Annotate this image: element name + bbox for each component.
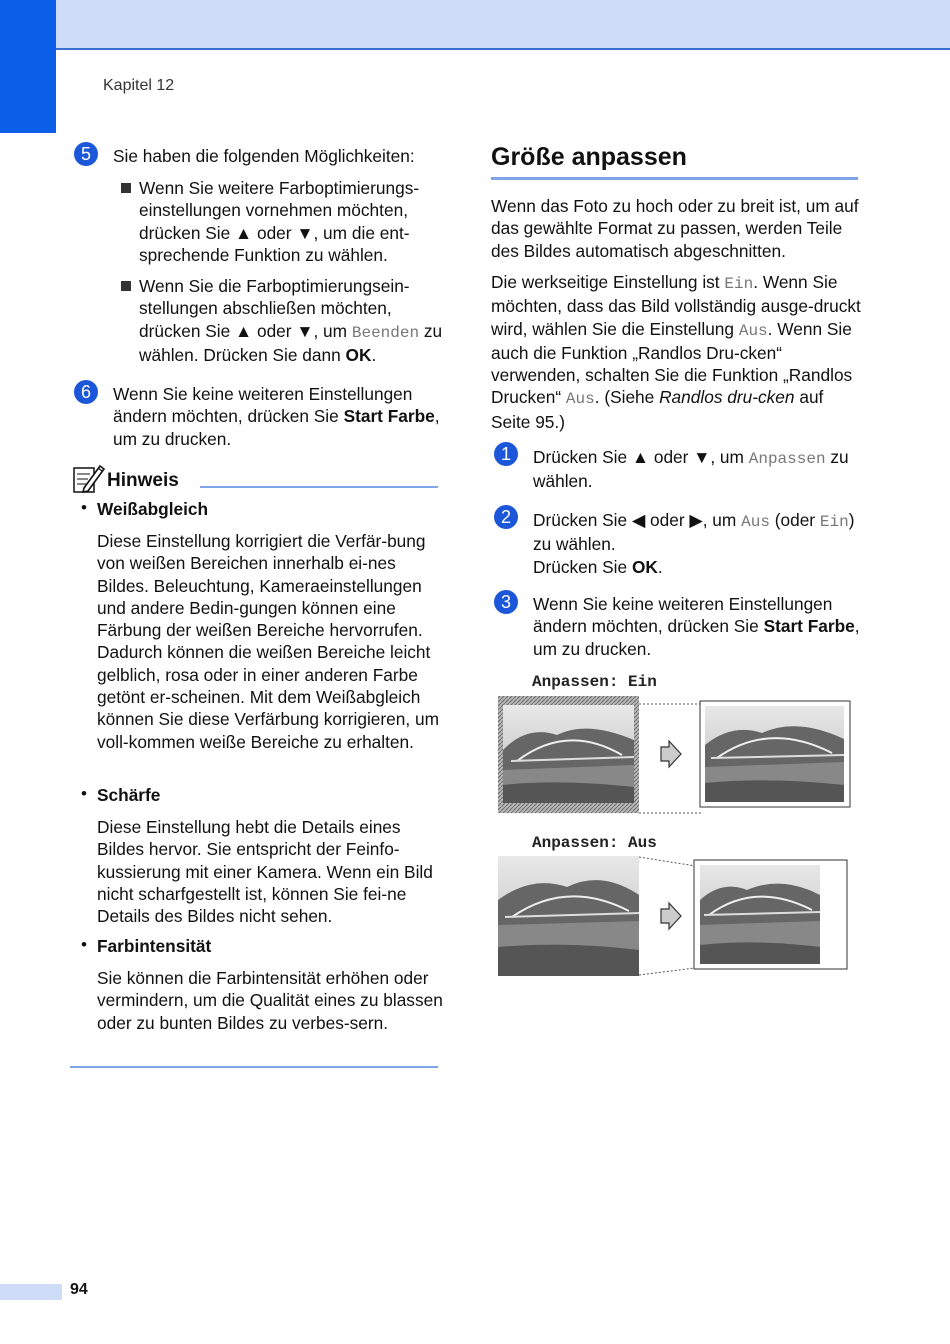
step1-text: Drücken Sie ▲ oder ▼, um Anpassen zu wählen. [533, 447, 849, 492]
section-heading: Größe anpassen [491, 143, 687, 171]
step5-option-1: Wenn Sie weitere Farboptimierungs-einstellungen vornehmen möchten, drücken Sie ▲ oder ▼, um die ent-sprechende Funktion zu wählen. [139, 178, 420, 265]
chapter-label: Kapitel 12 [103, 77, 175, 94]
note-item-title: Schärfe [97, 785, 161, 805]
note-item-title: Farbintensität [97, 936, 212, 956]
bullet-square [121, 281, 131, 291]
paragraph-1: Wenn das Foto zu hoch oder zu breit ist, um auf das gewählte Format zu passen, werden Teile des Bildes automatisch abgeschnitten. [491, 196, 859, 261]
note-item-text: Diese Einstellung hebt die Details eines Bildes hervor. Sie entspricht der Feinfo-kussierung mit einer Kamera. Wenn ein Bild nicht scharfgestellt ist, können Sie fei-ne Details des Bildes nicht sehen. [97, 817, 433, 927]
note-pencil-icon [72, 462, 108, 494]
figure-caption-fit-off: Anpassen: Aus [532, 834, 657, 852]
note-item-text: Diese Einstellung korrigiert die Verfär-bung von weißen Bereichen innerhalb ei-nes Bildes. Beleuchtung, Kameraeinstellungen und andere Bedin-gungen können eine Färbung der weißen Bereiche hervorrufen. Dadurch können die weißen Bereiche leicht gelblich, rosa oder in einer anderen Farbe getönt er-scheinen. Mit dem Weißabgleich können Sie diese Verfärbung korrigieren, um voll-kommen weiße Bereiche zu erhalten. [97, 531, 439, 752]
note-end-rule [70, 1066, 438, 1068]
paragraph-2: Die werkseitige Einstellung ist Ein. Wenn Sie möchten, dass das Bild vollständig ausge-druckt wird, wählen Sie die Einstellung Aus. Wenn Sie auch die Funktion „Randlos Dru-cken“ verwenden, schalten Sie die Funktion „Randlos Drucken“ Aus. (Siehe Randlos dru-cken auf Seite 95.) [491, 272, 861, 432]
step-number-5: 5 [74, 142, 98, 166]
step2-text: Drücken Sie ◀ oder ▶, um Aus (oder Ein) zu wählen. Drücken Sie OK. [533, 510, 855, 577]
note-item-title: Weißabgleich [97, 499, 209, 519]
figure-fit-off [497, 855, 852, 982]
figure-fit-on [497, 695, 852, 820]
step-number-6: 6 [74, 380, 98, 404]
chapter-tab [0, 0, 56, 133]
note-title: Hinweis [107, 470, 179, 491]
step-number-2: 2 [494, 505, 518, 529]
footer-band [0, 1284, 62, 1300]
header-band [0, 0, 950, 50]
note-bullet: • [81, 935, 87, 954]
step-number-3: 3 [494, 590, 518, 614]
step-number-1: 1 [494, 442, 518, 466]
step6-text: Wenn Sie keine weiteren Einstellungen ändern möchten, drücken Sie Start Farbe, um zu drucken. [113, 384, 440, 449]
figure-caption-fit-on: Anpassen: Ein [532, 673, 657, 691]
note-bullet: • [81, 498, 87, 517]
note-bullet: • [81, 784, 87, 803]
note-title-rule [200, 486, 438, 488]
bullet-square [121, 183, 131, 193]
page-number: 94 [70, 1281, 88, 1298]
heading-underline [491, 177, 858, 180]
note-item-text: Sie können die Farbintensität erhöhen oder vermindern, um die Qualität eines zu blassen oder zu bunten Bildes zu verbes-sern. [97, 968, 443, 1033]
step5-intro: Sie haben die folgenden Möglichkeiten: [113, 146, 415, 166]
step3-text: Wenn Sie keine weiteren Einstellungen ändern möchten, drücken Sie Start Farbe, um zu drucken. [533, 594, 860, 659]
step5-option-2: Wenn Sie die Farboptimierungsein-stellungen abschließen möchten, drücken Sie ▲ oder ▼, um Beenden zu wählen. Drücken Sie dann OK. [139, 276, 443, 365]
